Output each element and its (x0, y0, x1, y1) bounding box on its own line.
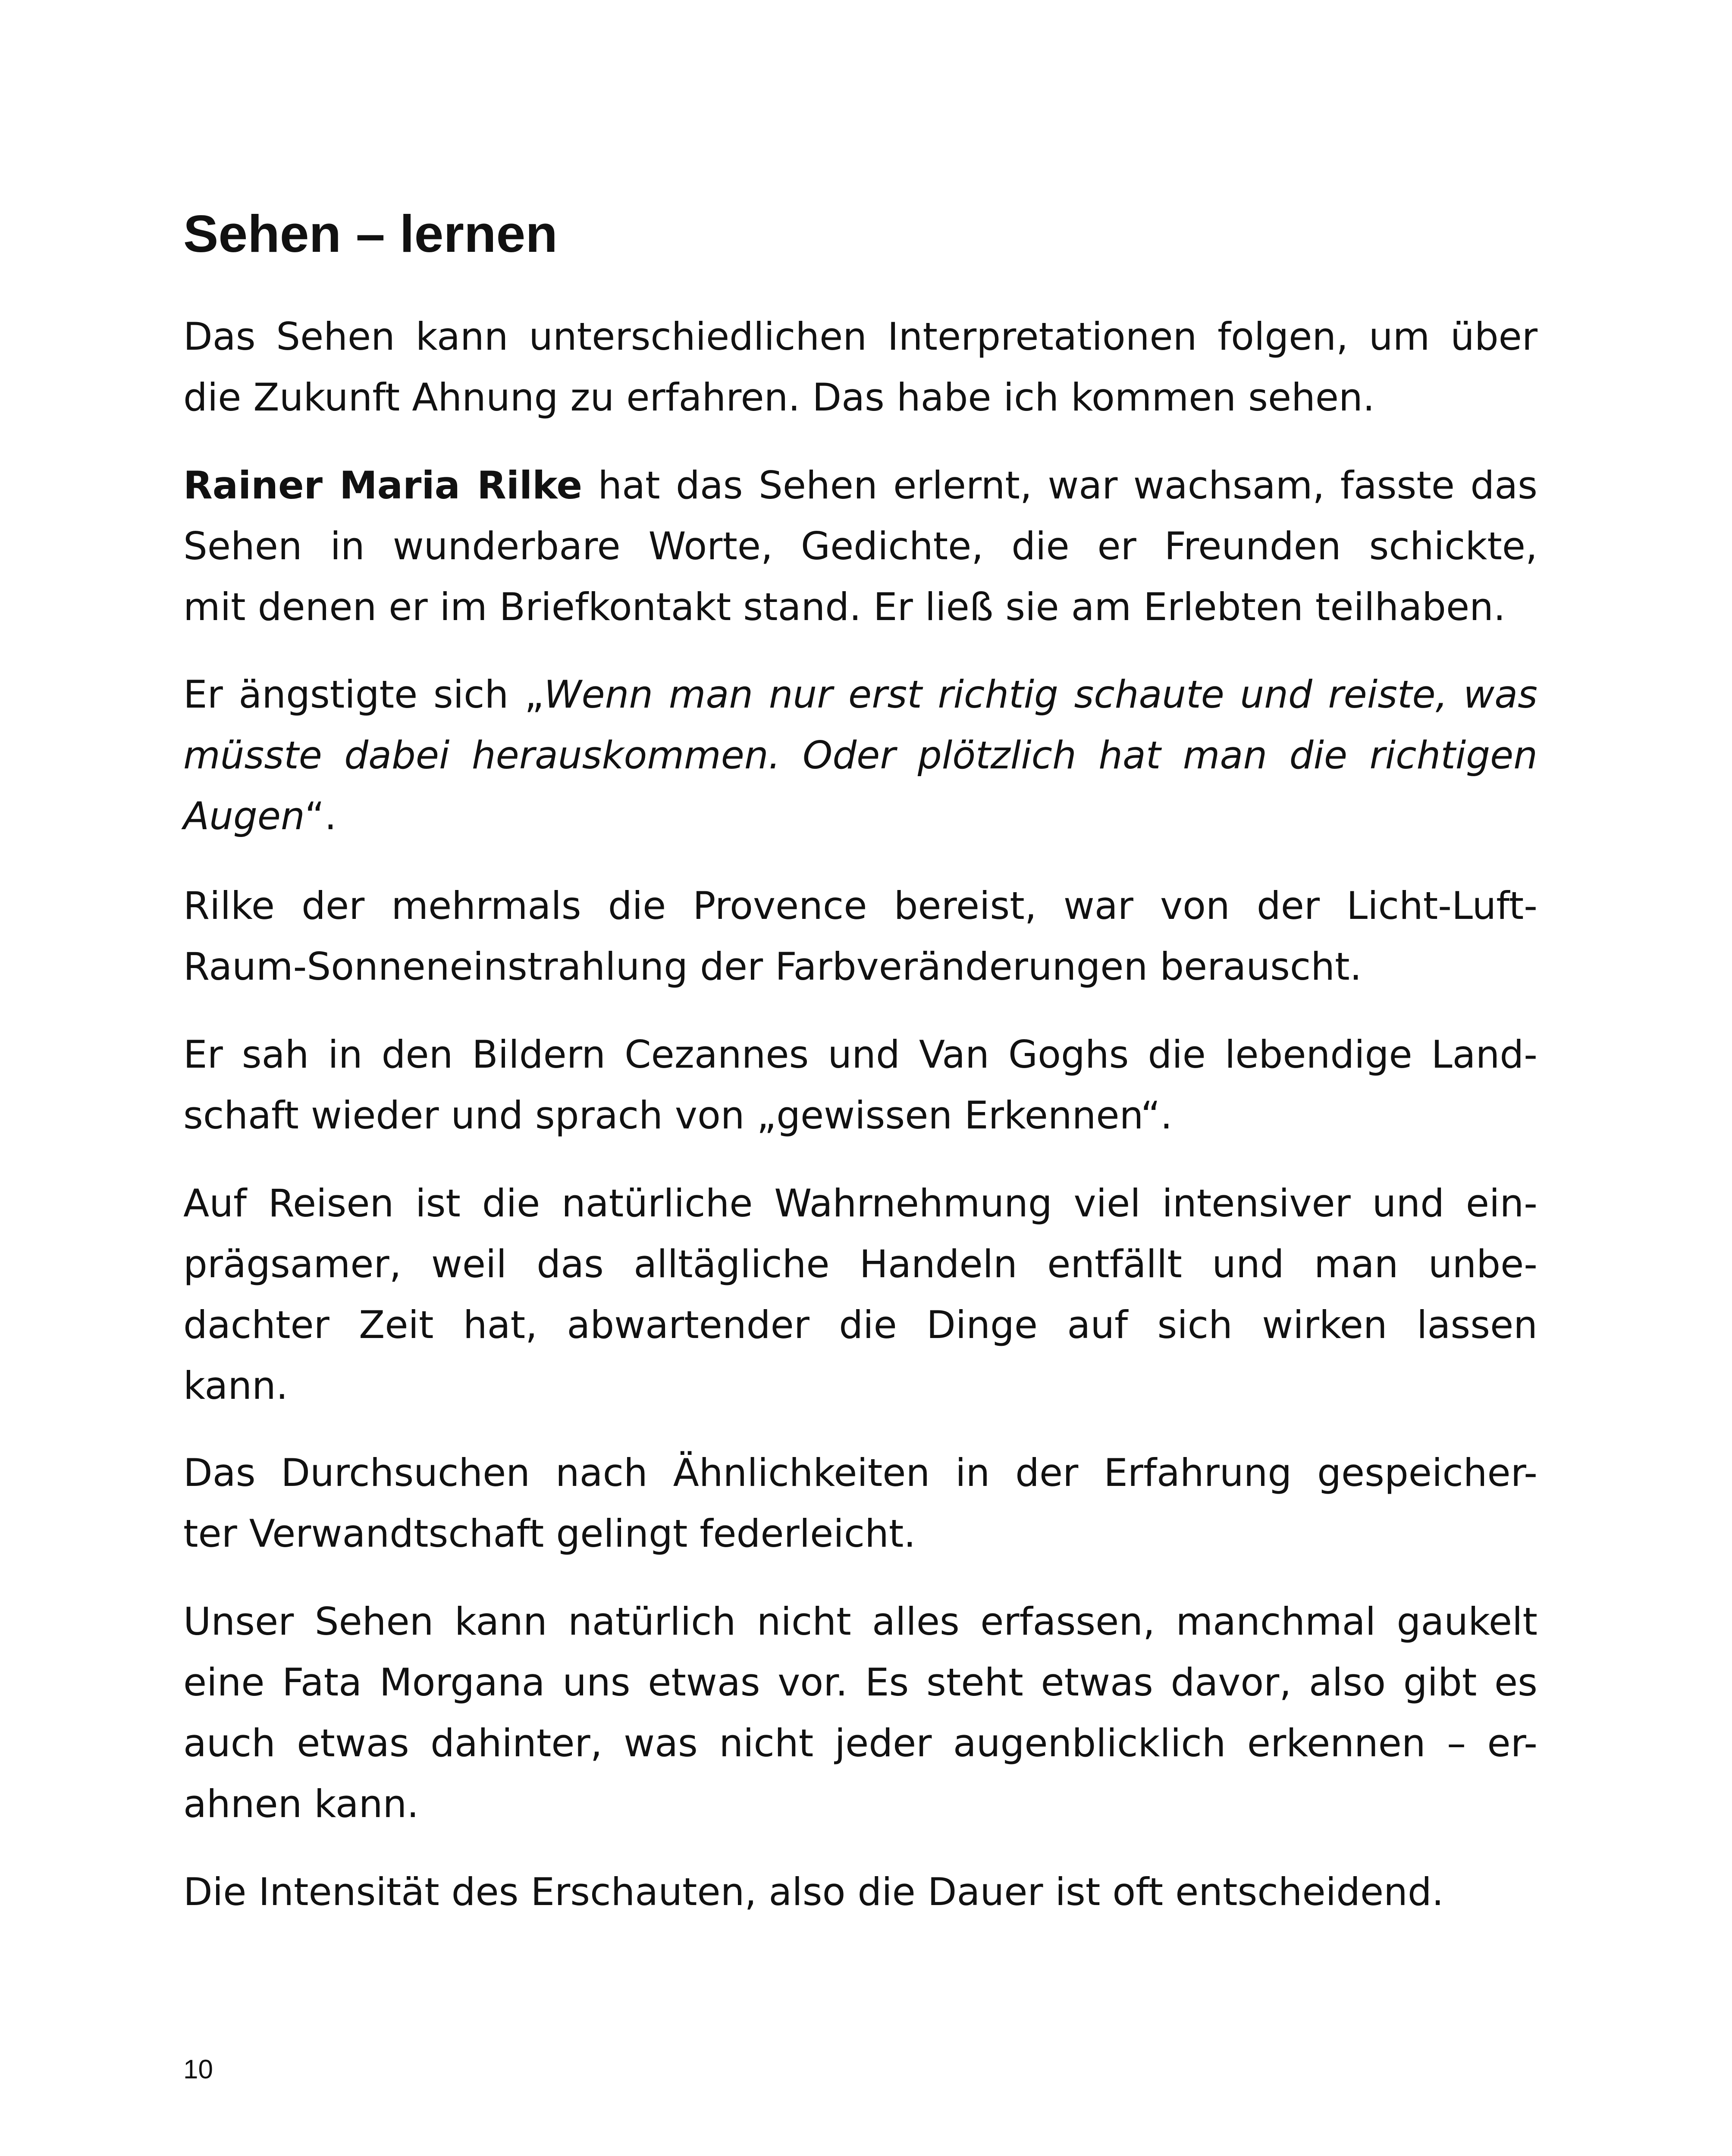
paragraph-1 (183, 306, 1537, 428)
text-line: dachter Zeit hat, abwartender die Dinge auf sich wirken lassen (183, 1303, 1537, 1347)
quote-text: müsste dabei herauskommen. Oder plötzlich hat man die richtigen (183, 733, 1537, 777)
page-title: Sehen – lernen (183, 204, 558, 263)
text-line (183, 664, 1537, 725)
text-line: ter Verwandtschaft gelingt federleicht. (183, 1511, 916, 1556)
text-line: Das Sehen kann unterschiedlichen Interpretationen folgen, um über (183, 314, 1537, 359)
text-fragment: “. (304, 794, 337, 838)
text-line: die Zukunft Ahnung zu erfahren. Das habe ich kommen sehen. (183, 375, 1375, 420)
quote-text: Wenn man nur erst richtig schaute und reiste, was (544, 672, 1537, 717)
text-line: Sehen in wunderbare Worte, Gedichte, die er Freunden schickte, (183, 524, 1537, 568)
quote-text: Augen (183, 794, 305, 838)
paragraph-7 (183, 1442, 1537, 1564)
text-line: auch etwas dahinter, was nicht jeder augenblicklich erkennen – er- (183, 1721, 1537, 1765)
page-number: 10 (183, 2055, 213, 2084)
paragraph-4 (183, 875, 1537, 997)
text-line (183, 786, 1537, 846)
text-line: schaft wieder und sprach von „gewissen Erkennen“. (183, 1093, 1173, 1138)
text-line: eine Fata Morgana uns etwas vor. Es steht etwas davor, also gibt es (183, 1660, 1537, 1705)
text-line: Er sah in den Bildern Cezannes und Van Goghs die lebendige Land- (183, 1032, 1537, 1077)
text-line (183, 455, 1537, 516)
text-line: prägsamer, weil das alltägliche Handeln entfällt und man unbe- (183, 1242, 1537, 1286)
paragraph-9 (183, 1861, 1537, 1922)
paragraph-6 (183, 1173, 1537, 1416)
text-line: Auf Reisen ist die natürliche Wahrnehmung viel intensiver und ein- (183, 1181, 1537, 1225)
paragraph-2 (183, 455, 1537, 637)
text-line: kann. (183, 1363, 288, 1408)
paragraph-3 (183, 664, 1537, 846)
paragraph-5 (183, 1024, 1537, 1146)
text-line: Unser Sehen kann natürlich nicht alles erfassen, manchmal gaukelt (183, 1599, 1537, 1644)
paragraph-8 (183, 1591, 1537, 1834)
text-fragment: hat das Sehen erlernt, war wachsam, fasste das (582, 463, 1537, 508)
text-line: ahnen kann. (183, 1782, 419, 1826)
text-line: Rilke der mehrmals die Provence bereist, war von der Licht-Luft- (183, 884, 1537, 928)
text-line: Die Intensität des Erschauten, also die Dauer ist oft entscheidend. (183, 1870, 1444, 1914)
text-fragment: Er ängstigte sich „ (183, 672, 544, 717)
text-line: Raum-Sonneneinstrahlung der Farbveränderungen berauscht. (183, 944, 1362, 989)
author-name: Rainer Maria Rilke (183, 463, 582, 508)
text-line: mit denen er im Briefkontakt stand. Er ließ sie am Erlebten teilhaben. (183, 585, 1506, 629)
text-line: Das Durchsuchen nach Ähnlichkeiten in der Erfahrung gespeicher- (183, 1451, 1537, 1495)
